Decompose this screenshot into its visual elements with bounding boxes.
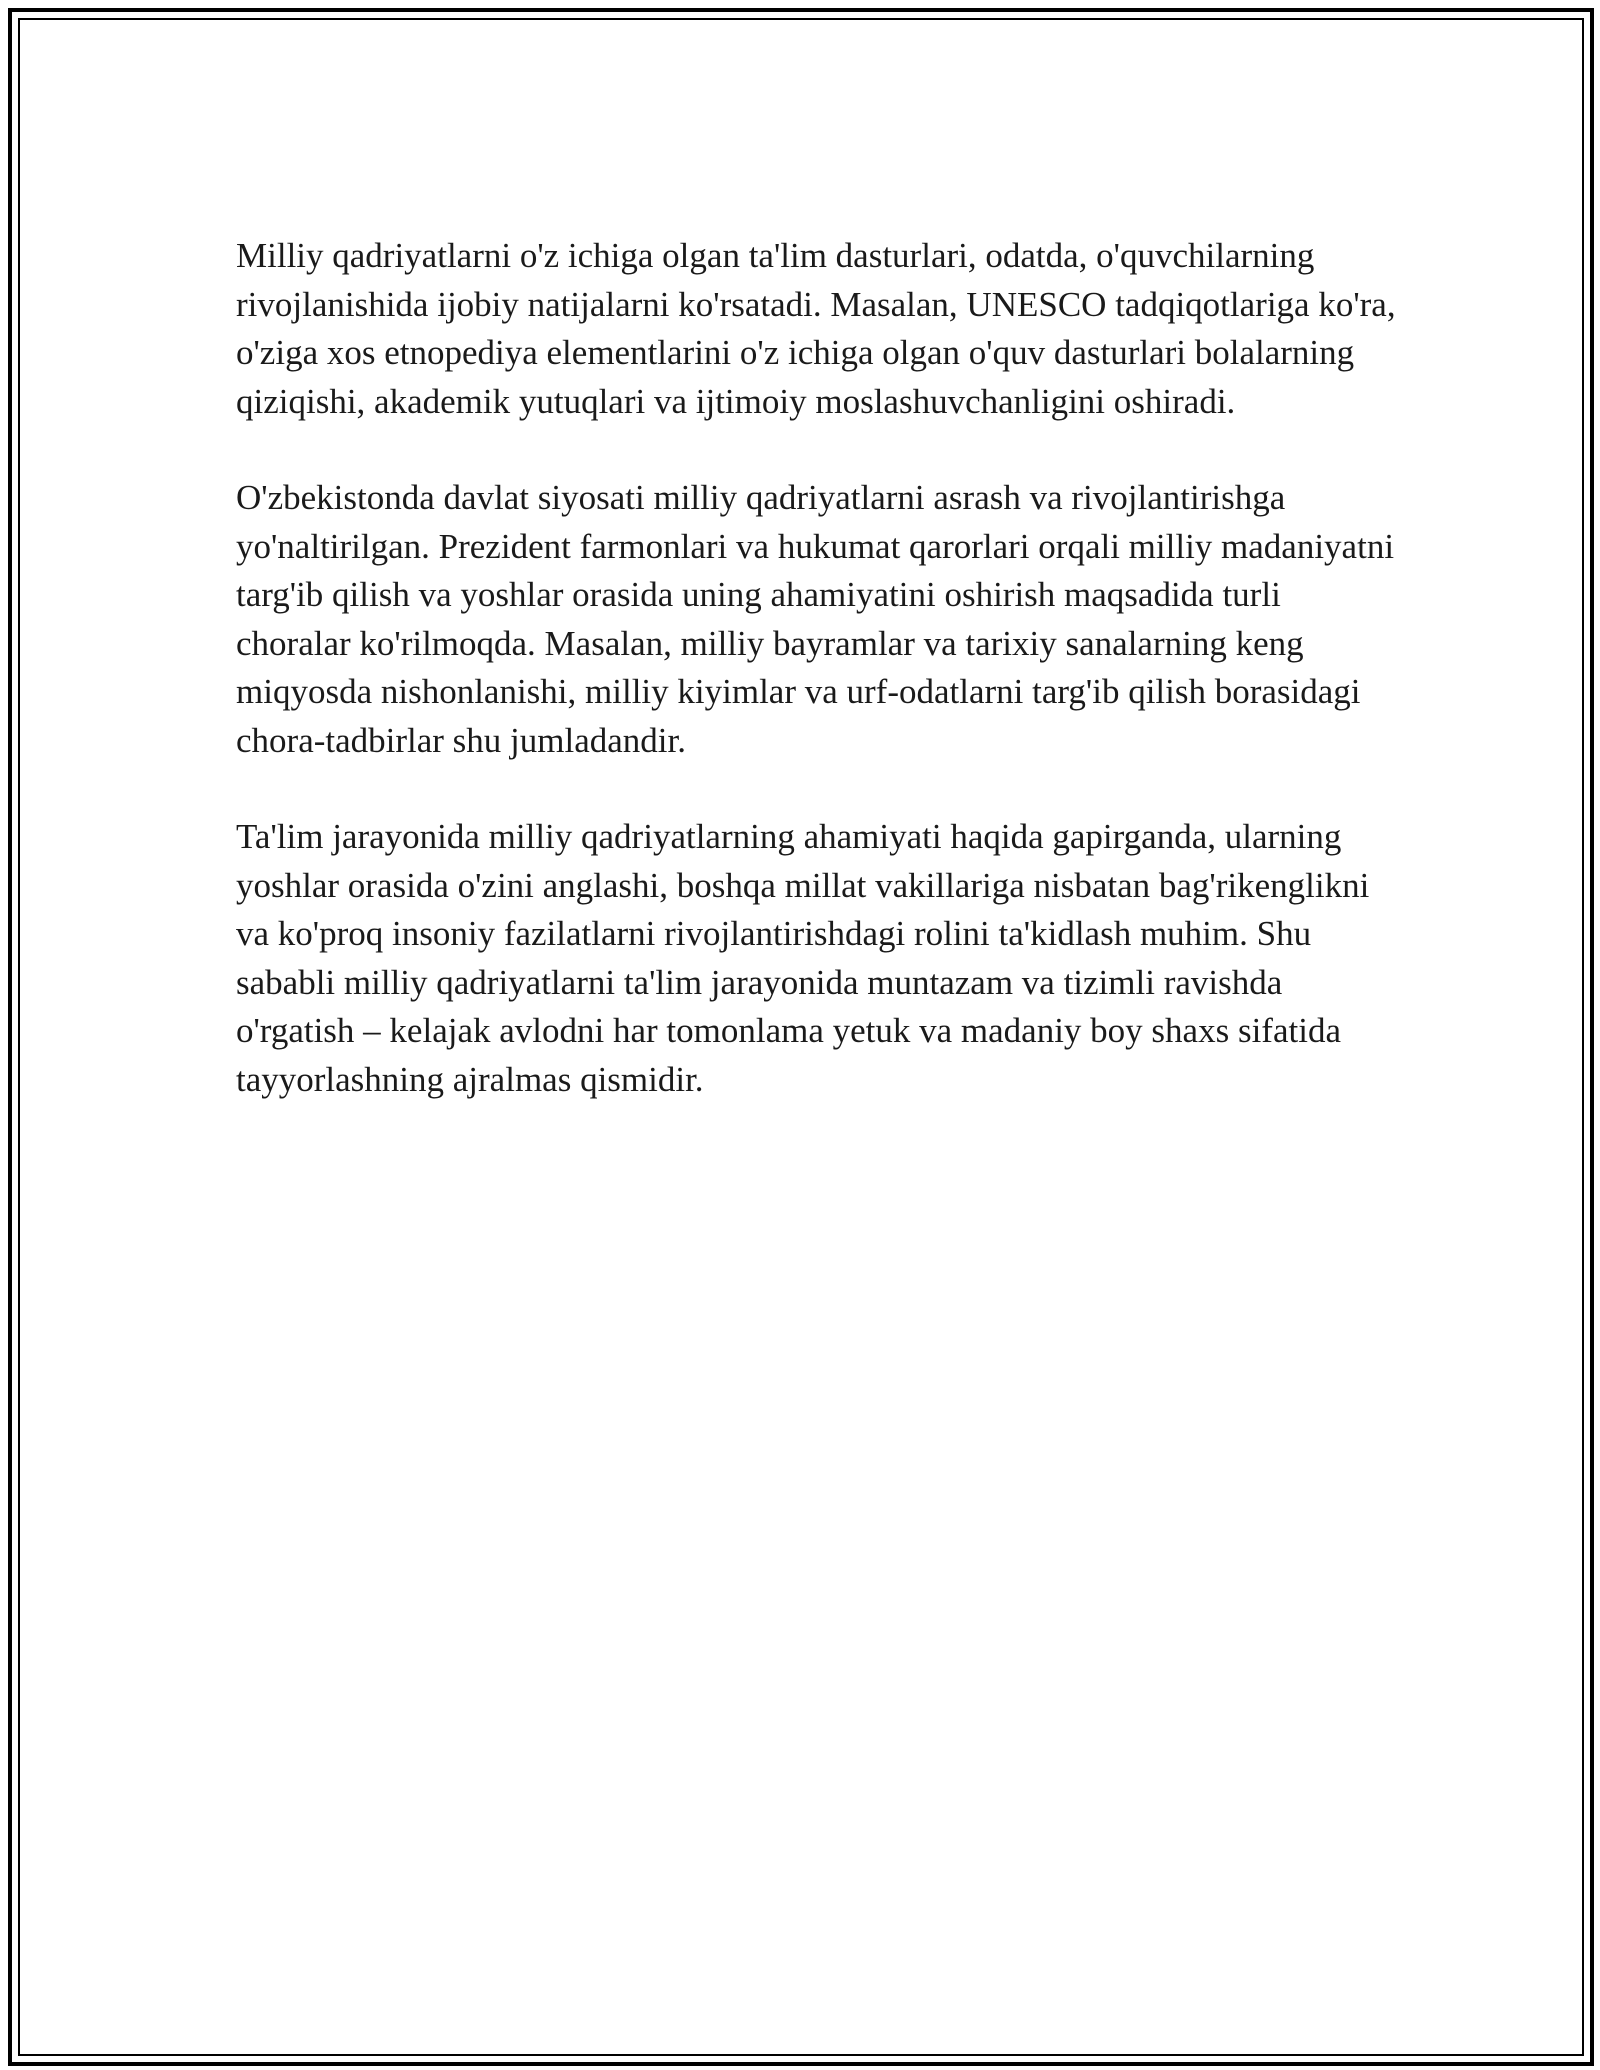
paragraph-1: Milliy qadriyatlarni o'z ichiga olgan ta'lim dasturlari, odatda, o'quvchilarning rivojlanishida ijobiy natijalarni ko'rsatadi. Masalan, UNESCO tadqiqotlariga ko'ra, o'ziga xos etnopediya elementlarini o'z ichiga olgan o'quv dasturlari bolalarning qiziqishi, akademik yutuqlari va ijtimoiy moslashuvchanligini oshiradi.: [236, 236, 1396, 421]
paragraph-3: Ta'lim jarayonida milliy qadriyatlarning ahamiyati haqida gapirganda, ularning yoshlar orasida o'zini anglashi, boshqa millat vakillariga nisbatan bag'rikenglikni va ko'proq insoniy fazilatlarni rivojlantirishdagi rolini ta'kidlash muhim. Shu sababli milliy qadriyatlarni ta'lim jarayonida muntazam va tizimli ravishda o'rgatish – kelajak avlodni har tomonlama yetuk va madaniy boy shaxs sifatida tayyorlashning ajralmas qismidir.: [236, 817, 1370, 1099]
paragraph-2: O'zbekistonda davlat siyosati milliy qadriyatlarni asrash va rivojlantirishga yo'naltirilgan. Prezident farmonlari va hukumat qarorlari orqali milliy madaniyatni targ'ib qilish va yoshlar orasida uning ahamiyatini oshirish maqsadida turli choralar ko'rilmoqda. Masalan, milliy bayramlar va tarixiy sanalarning keng miqyosda nishonlanishi, milliy kiyimlar va urf-odatlarni targ'ib qilish borasidagi chora-tadbirlar shu jumladandir.: [236, 478, 1395, 760]
document-body: [236, 232, 1396, 1152]
